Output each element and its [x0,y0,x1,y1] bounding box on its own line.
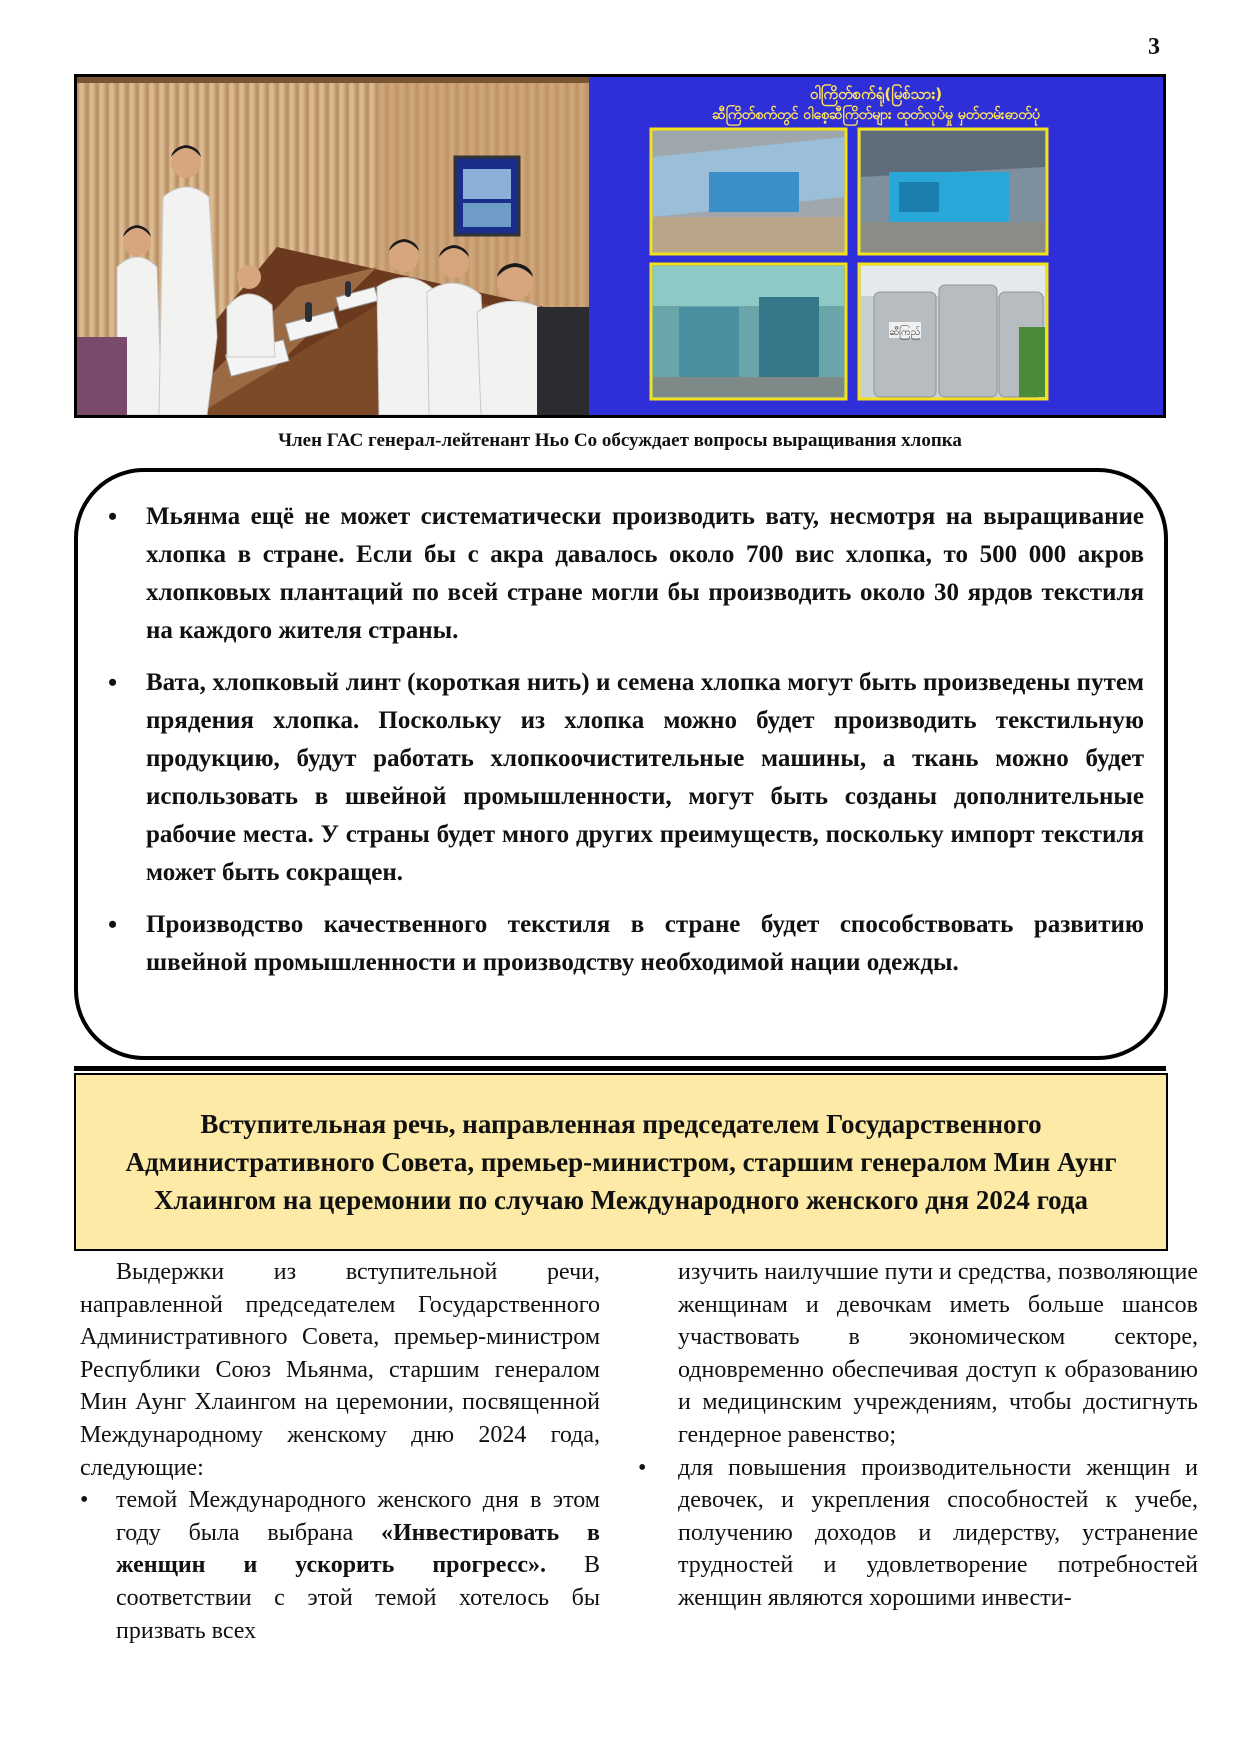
speech-point [80,1484,600,1647]
cotton-mill-slide [589,77,1163,415]
speech-point-text-start: темой Международного женского дня в этом году была выбрана [116,1487,600,1546]
key-points-box [74,468,1168,1060]
key-point: • Вата, хлопковый линт (короткая нить) и семена хлопка могут быть произведены путем прядения хлопка. Поскольку из хлопка можно будет производить текстильную продукцию, будут работать хлопкоочистительные машины, а ткань можно будет использовать в швейной промышленности, могут быть созданы дополнительные рабочие места. У страны будет много других преимуществ, поскольку импорт текстиля может быть сокращен. [146,664,1144,892]
slide-title-line1: ဝါကြိတ်စက်ရုံ(မြစ်သား) [809,85,943,103]
key-point: • Мьянма ещё не может систематически производить вату, несмотря на выращивание хлопка в стране. Если бы с акра давалось около 700 вис хлопка, то 500 000 акров хлопковых плантаций по всей стране могли бы производить около 30 ярдов текстиля на каждого жителя страны. [146,498,1144,650]
speech-point-text-end: В соответствии с этой темой хотелось бы призвать всех [116,1552,600,1644]
tank-label: ဆီကြည် [889,327,921,338]
photo-collage [74,74,1166,418]
speech-point: • для повышения производительности женщин и девочек, и укрепления способностей к учебе, получению доходов и лидерству, устранение трудностей и удовлетворение потребностей женщин являются хорошими инвести- [678,1452,1198,1615]
photo-caption: Член ГАС генерал-лейтенант Ньо Со обсуждает вопросы выращивания хлопка [278,430,962,451]
key-point: • Производство качественного текстиля в стране будет способствовать развитию швейной промышленности и производству необходимой нации одежды. [146,906,1144,982]
meeting-photo [77,77,589,415]
speech-points-list-continued [678,1452,1198,1615]
theme-quote: «Инвестировать в женщин и ускорить прогресс». [116,1519,600,1579]
article-headline: Вступительная речь, направленная председателем Государственного Административного Совета, премьер-министром, старшим генералом Мин Аунг Хлаингом на церемонии по случаю Международного женского дня 2024 года [125,1109,1117,1215]
slide-title-line2: ဆီကြိတ်စက်တွင် ဝါစေ့ဆီကြိတ်များ ထုတ်လုပ်မှု မှတ်တမ်းဓာတ်ပုံ [712,107,1040,123]
speech-points-list [80,1484,600,1647]
key-points-list [146,498,1144,996]
article-headline-box [74,1073,1168,1251]
page-number: 3 [1148,34,1160,60]
section-divider [74,1066,1166,1071]
continuation-paragraph: изучить наилучшие пути и средства, позволяющие женщинам и девочкам иметь больше шансов участвовать в экономическом секторе, одновременно обеспечивая доступ к образованию и медицинским учреждениям, чтобы достигнуть гендерное равенство; [678,1259,1198,1448]
text-column-right [678,1256,1198,1615]
text-column-left [80,1256,600,1647]
intro-paragraph: Выдержки из вступительной речи, направленной председателем Государственного Административного Совета, премьер-министром Республики Союз Мьянма, старшим генералом Мин Аунг Хлаингом на церемонии, посвященной Международному женскому дню 2024 года, следующие: [80,1259,600,1481]
